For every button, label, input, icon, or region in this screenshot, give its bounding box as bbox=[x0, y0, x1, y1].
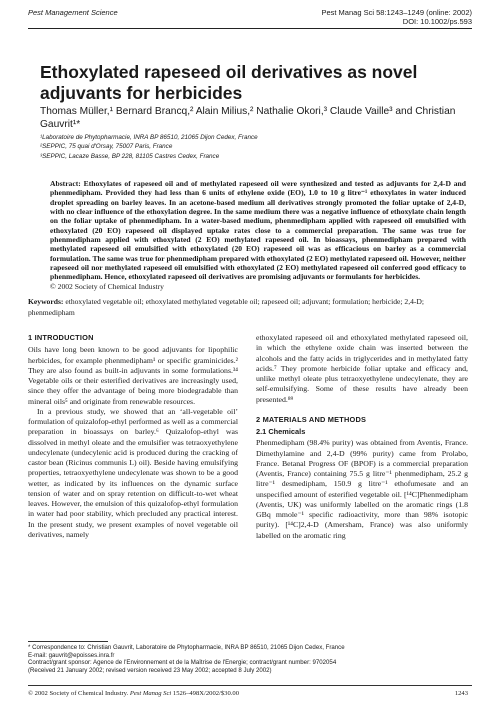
paragraph: In a previous study, we showed that an ‘all-vegetable oil’ formulation of quizalofop-ethyl performed as well as a commercial preparation in bioassays on barley.⁶ Quizalofop-ethyl was dissolved in methyl oleate and the emulsifier was tetraoxyethylene undecylenate (undecylenic acid is produced during the cracking of castor bean (Ricinus communis L) oil). Beside having emulsifying properties, tetraoxyethylene undecylenate was shown to be a good wetter, as indicated by its influences on the dynamic surface tension of water and on spray retention on difficult-to-wet wheat leaves. However, the emulsion of this quizalofop-ethyl formulation in water had poor stability, which precluded any practical interest. In the present study, we present examples of novel vegetable oil derivatives, namely bbox=[28, 406, 238, 539]
footer-citation bbox=[28, 690, 239, 697]
section-heading-introduction: 1 INTRODUCTION bbox=[28, 333, 94, 342]
received-note: (Received 21 January 2002; revised version received 23 May 2002; accepted 8 July 2002) bbox=[28, 667, 272, 675]
keywords-text: ethoxylated vegetable oil; ethoxylated methylated vegetable oil; rapeseed oil; adjuvant; formulation; herbicide; 2,4-D; phenmedipham bbox=[28, 297, 425, 317]
paragraph: Oils have long been known to be good adjuvants for lipophilic herbicides, for example phenmedipham¹ or specific graminicides.² They are also found as built-in adjuvants in some formulations.³⁴ Vegetable oils or their esterified derivatives are increasingly used, since they offer the advantage of being more biodegradable than mineral oils⁵ and originate from renewable resources. bbox=[28, 345, 238, 406]
footer-journal: Pest Manag Sci bbox=[129, 690, 172, 697]
keywords-label: Keywords: bbox=[28, 297, 64, 306]
affiliations bbox=[40, 133, 480, 161]
doi[interactable]: DOI: 10.1002/ps.593 bbox=[402, 17, 472, 26]
affiliation-2: ²SEPPIC, 75 quai d'Orsay, 75007 Paris, France bbox=[40, 143, 173, 151]
abstract-text: Ethoxylates of rapeseed oil and of methylated rapeseed oil were synthesized and tested as adjuvants for 2,4-D and phenmedipham. Provided they had less than 6 units of ethylene oxide (EO), 1.0 to 10 g litre⁻¹ ethoxylates in water induced droplet spreading on barley leaves. In an acetone-based medium all derivatives strongly promoted the foliar uptake of 2,4-D, with no clear influence of the ethoxylation degree. In the same medium there was a negative influence of ethoxylate chain length on the foliar uptake of phenmedipham. In a water-based medium, phenmedipham applied with rapeseed oil emulsified with ethoxylated (20 EO) rapeseed oil displayed uptake rates close to a commercial preparation. The same was true for phenmedipham applied with ethoxylated (2 EO) methylated rapeseed oil. In bioassays, phenmedipham prepared with methylated rapeseed oil emulsified with ethoxylated (20 EO) rapeseed oil was as efficacious on barley as a commercial formulation. The same was true for phenmedipham prepared with ethoxylated (2 EO) methylated rapeseed oil. However, neither rapeseed oil nor methylated rapeseed oil emulsified with ethoxylated (2 EO) methylated rapeseed oil conferred good efficacy to phenmedipham. Hence, ethoxylated rapeseed oil derivatives are promising adjuvants or formulants for herbicides. bbox=[50, 179, 466, 282]
footer-rule bbox=[28, 685, 472, 686]
affiliation-3: ³SEPPIC, Lacaze Basse, BP 228, 81105 Castres Cedex, France bbox=[40, 152, 220, 160]
body-column-left bbox=[28, 333, 238, 540]
subsection-heading-chemicals: 2.1 Chemicals bbox=[256, 427, 306, 436]
paragraph: ethoxylated rapeseed oil and ethoxylated methylated rapeseed oil, in which the ethylene oxide chain was inserted between the alcohols and the fatty acids in triglycerides and in methylated fatty acids.⁷ They promote herbicide foliar uptake and efficacy and, unlike methyl oleate plus tetraoxyethylene undecylenate, they are self-emulsifying. Some of these results have already been presented.⁸⁹ bbox=[256, 333, 468, 404]
article-title: Ethoxylated rapeseed oil derivatives as novel adjuvants for herbicides bbox=[40, 62, 418, 103]
abstract-copyright: © 2002 Society of Chemical Industry bbox=[50, 281, 164, 291]
email-link[interactable]: E-mail: gauvrit@epoisses.inra.fr bbox=[28, 651, 115, 659]
grant-note: Contract/grant sponsor: Agence de l'Environnement et de la Maîtrise de l'Energie; contract/grant number: 9702054 bbox=[28, 659, 337, 667]
citation: Pest Manag Sci 58:1243–1249 (online: 2002) bbox=[321, 8, 472, 17]
author-list: Thomas Müller,¹ Bernard Brancq,² Alain Milius,² Nathalie Okori,³ Claude Vaille³ and Christian Gauvrit¹* bbox=[40, 106, 456, 130]
affiliation-1: ¹Laboratoire de Phytopharmacie, INRA BP 86510, 21065 Dijon Cedex, France bbox=[40, 134, 258, 141]
footnotes bbox=[28, 644, 468, 675]
paragraph: Phenmedipham (98.4% purity) was obtained from Aventis, France. Dimethylamine and 2,4-D (99% purity) came from Prolabo, France. Betanal Progress OF (BPOF) is a commercial preparation (Aventis, France) containing 75.5 g litre⁻¹ phenmedipham, 25.2 g litre⁻¹ desmedipham, 150.9 g litre⁻¹ ethofumesate and an unspecified amount of esterified vegetable oil. [¹⁴C]Phenmedipham (Aventis, UK) was uniformly labelled on the aromatic rings (1.8 GBq mmole⁻¹ specific radioactivity, more than 98% isotopic purity). [¹⁴C]2,4-D (Amersham, France) was also uniformly labelled on the aromatic ring bbox=[256, 438, 468, 540]
footer-issn: 1526–498X/2002/$30.00 bbox=[172, 690, 240, 697]
body-column-right bbox=[256, 333, 468, 541]
keywords bbox=[28, 297, 468, 318]
page-number: 1243 bbox=[454, 690, 468, 697]
journal-section-label: Pest Management Science bbox=[28, 8, 118, 17]
citation-block bbox=[321, 8, 472, 26]
header-rule bbox=[28, 28, 472, 29]
footnote-rule bbox=[28, 641, 108, 642]
footer-copyright: © 2002 Society of Chemical Industry. bbox=[28, 690, 129, 697]
abstract-label: Abstract: bbox=[50, 179, 81, 188]
correspondence-note: * Correspondence to: Christian Gauvrit, Laboratoire de Phytopharmacie, INRA BP 86510, 21065 Dijon Cedex, France bbox=[28, 644, 345, 651]
section-heading-materials-methods: 2 MATERIALS AND METHODS bbox=[256, 414, 367, 424]
abstract bbox=[50, 179, 466, 291]
